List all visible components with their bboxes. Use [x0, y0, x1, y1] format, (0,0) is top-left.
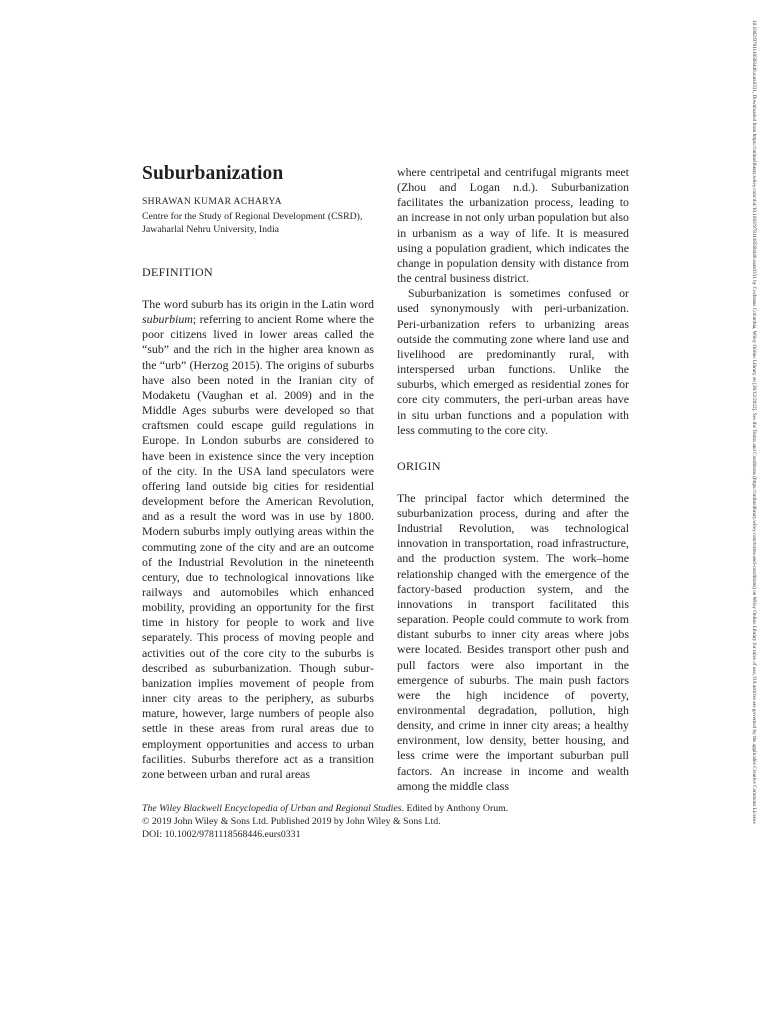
definition-p1-rest: ; referring to ancient Rome where the poor citizens lived in lower areas called the “sub” and the rich in the higher area known as the “urb” (Herzog 2015). The origins of suburbs have also been noted in the Iranian city of Modaketu (Vaughan et al. 2009) and in the Middle Ages suburbs were developed so that craftsmen could escape guild regulations in Europe. In London suburbs are considered to have been in existence since the very inception of the city. In the USA land speculators were offering land outside big cities for residential development before the American Revolution, and as a result the word was in use by 1800. Modern suburbs imply outlying areas within the commuting zone of the city and are an outcome of the Industrial Revolution in the nineteenth century, due to technological innovations like railways and automobiles which enhanced mobility, providing an opportunity for the first time in history for people to work and live separately. This process of moving people and activities out of the core city to the suburbs is described as suburbanization. Though suburbanization implies movement of people from inner city areas to the periphery, as suburbs mature, however, large numbers of people also settle in these areas from rural areas due to employment opportunities and access to urban facilities. Suburbs therefore act as a transition zone between urban and rural areas — [142, 312, 374, 781]
origin-body — [397, 491, 629, 794]
affiliation-line-1: Centre for the Study of Regional Development (CSRD), — [142, 211, 363, 222]
affiliation-line-2: Jawaharlal Nehru University, India — [142, 224, 280, 235]
author-name: SHRAWAN KUMAR ACHARYA — [142, 196, 282, 207]
left-column — [142, 162, 374, 782]
editor-credit: . Edited by Anthony Orum. — [401, 803, 509, 814]
right-column — [397, 165, 629, 794]
origin-heading: ORIGIN — [397, 458, 441, 473]
origin-paragraph-1: The principal factor which determined the suburbanization process, during and after the Industrial Revolution, was technological innovation in transportation, road infrastructure, and the production system. The work–home relationship changed with the emergence of the factory-based production system, and the innovations in transport facilitated this separation. People could commute to work from distant suburbs to inner city areas where jobs were located. Besides transport other push and pull factors were also important in the emergence of suburbs. The main push factors were the high incidence of poverty, environmental degradation, pollution, high density, and crime in inner city areas; a healthy environment, low density, better housing, and less crime were the important suburban pull factors. An increase in income and wealth among the middle class — [397, 490, 629, 793]
latin-term: suburbium — [142, 312, 193, 327]
citation-footer — [142, 802, 622, 841]
copyright-line: © 2019 John Wiley & Sons Ltd. Published 2019 by John Wiley & Sons Ltd. — [142, 816, 441, 827]
doi-line: DOI: 10.1002/9781118568446.eurs0331 — [142, 829, 301, 840]
citation-line — [142, 802, 622, 815]
definition-body-continued — [397, 165, 629, 438]
definition-heading: DEFINITION — [142, 265, 213, 279]
download-sidebar — [748, 20, 760, 1000]
download-notice: 10.1002/9781118568446.eurs0331, Downloaded from https://onlinelibrary.wiley.com/doi/10.1002/9781118568446.eurs0331 by Cochrane Colombia, Wiley Online Library on [26/12/2022]. See the Terms and Conditions (https://onlinelibrary.wiley.com/terms-and-conditions) on Wiley Online Library for rules of use; OA articles are governed by the applicable Creative Commons License — [751, 20, 757, 824]
definition-paragraph-2: Suburbanization is sometimes confused or used synonymously with peri-urbanization. Peri-urbanization refers to urbanizing areas outside the commuting zone where land use and livelihood are predominantly rural, with interspersed urban functions. Unlike the suburbs, which emerged as residential zones for core city commuters, the peri-urban areas have in situ urban functions and a population with less commuting to the core city. — [397, 286, 629, 437]
definition-paragraph-1-continued: where centripetal and centrifugal migrants meet (Zhou and Logan n.d.). Suburbanization facilitates the urbanization process, leading to an increase in not only urban population but also in urbanism as a way of life. It is measured using a population gradient, which indicates the change in population density with distance from the central business district. — [397, 165, 629, 286]
book-title: The Wiley Blackwell Encyclopedia of Urban and Regional Studies — [142, 803, 402, 814]
definition-body — [142, 297, 374, 782]
definition-p1-start: The word suburb has its origin in the Latin word — [142, 297, 374, 311]
definition-paragraph-1 — [142, 297, 374, 782]
article-title: Suburbanization — [142, 163, 284, 184]
author-affiliation — [142, 210, 374, 236]
